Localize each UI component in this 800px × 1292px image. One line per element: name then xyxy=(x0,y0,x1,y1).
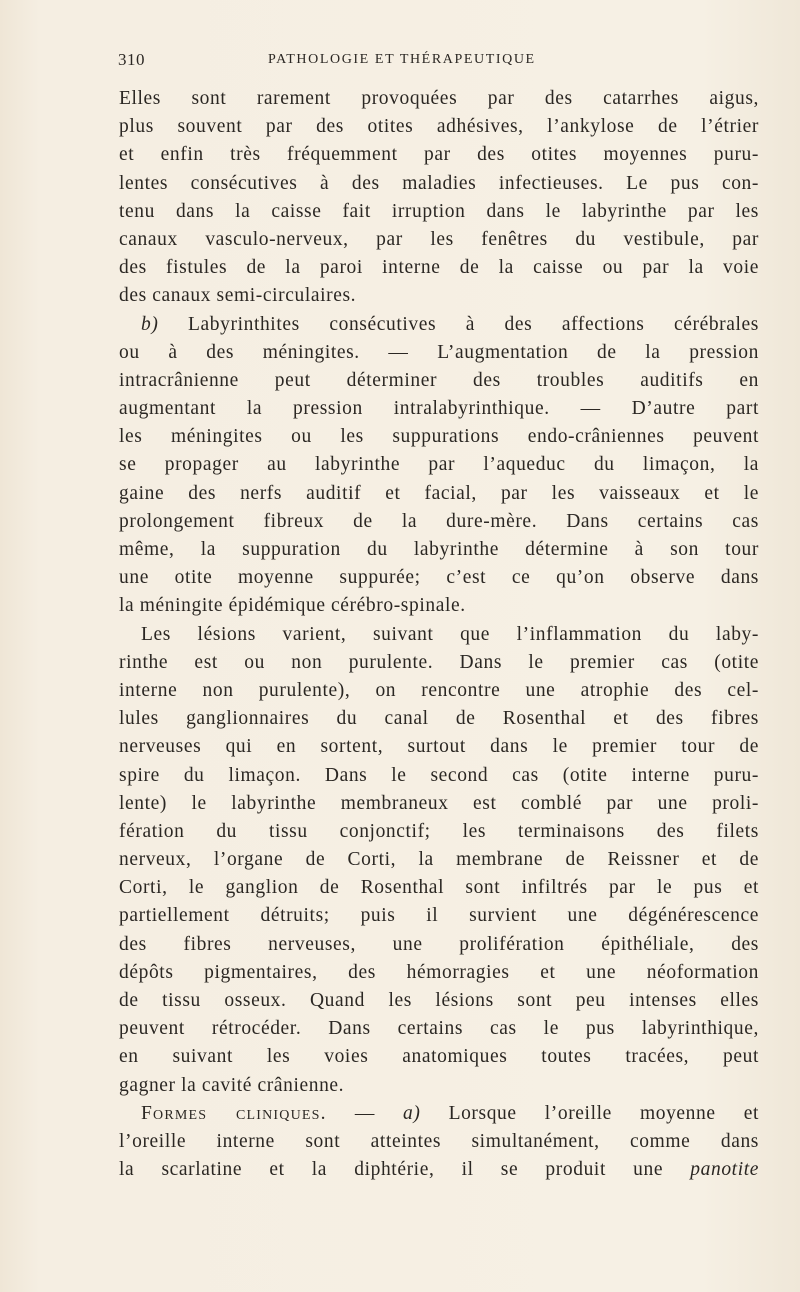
text-line: gaine des nerfs auditif et facial, par les vaisseaux et le xyxy=(119,482,759,504)
text-line: ou à des méningites. — L’augmentation de la pression xyxy=(119,341,759,363)
page-number: 310 xyxy=(118,50,145,69)
text-line: de tissu osseux. Quand les lésions sont peu intenses elles xyxy=(119,990,759,1011)
text-line: peuvent rétrocéder. Dans certains cas le pus labyrinthique, xyxy=(119,1018,759,1040)
text-line: Lorsque l’oreille moyenne et xyxy=(448,1102,759,1124)
running-title: PATHOLOGIE ET THÉRAPEUTIQUE xyxy=(268,52,536,67)
list-marker-b: b) xyxy=(141,313,159,335)
body-text xyxy=(119,85,759,1184)
text-line: Elles sont rarement provoquées par des catarrhes aigus, xyxy=(119,88,759,109)
text-line: plus souvent par des otites adhésives, l’ankylose de l’étrier xyxy=(119,116,759,138)
text-line: Les lésions varient, suivant que l’inflammation du laby- xyxy=(141,623,759,645)
text-line: lentes consécutives à des maladies infectieuses. Le pus con- xyxy=(119,172,759,194)
em-dash: — xyxy=(354,1102,404,1124)
text-line: lente) le labyrinthe membraneux est comblé par une proli- xyxy=(119,792,759,814)
text-line: rinthe est ou non purulente. Dans le premier cas (otite xyxy=(119,651,759,673)
last-text-line xyxy=(119,1156,759,1184)
text-line: gagner la cavité crânienne. xyxy=(119,1074,345,1096)
text-line: en suivant les voies anatomiques toutes tracées, peut xyxy=(119,1046,759,1068)
text-line: canaux vasculo-nerveux, par les fenêtres du vestibule, par xyxy=(119,228,759,250)
text-line: des fistules de la paroi interne de la caisse ou par la voie xyxy=(119,257,759,279)
text-line: une otite moyenne suppurée; c’est ce qu’on observe dans xyxy=(119,567,759,589)
text-line: interne non purulente), on rencontre une atrophie des cel- xyxy=(119,679,759,701)
text-line: se propager au labyrinthe par l’aqueduc du limaçon, la xyxy=(119,454,759,476)
text-line: Labyrinthites consécutives à des affections cérébrales xyxy=(188,313,759,335)
text-line: les méningites ou les suppurations endo-crâniennes peuvent xyxy=(119,426,759,448)
text-line: des fibres nerveuses, une prolifération épithéliale, des xyxy=(119,933,759,955)
text-line: fération du tissu conjonctif; les terminaisons des filets xyxy=(119,820,759,842)
text-line: l’oreille interne sont atteintes simultanément, comme dans xyxy=(119,1130,759,1152)
text-line: spire du limaçon. Dans le second cas (otite interne puru- xyxy=(119,764,759,786)
text-line: la scarlatine et la diphtérie, il se produit une xyxy=(119,1159,691,1181)
page-header xyxy=(118,50,673,74)
text-line: nerveux, l’organe de Corti, la membrane de Reissner et de xyxy=(119,849,759,871)
paragraph-b-first-line xyxy=(119,311,759,339)
text-line: prolongement fibreux de la dure-mère. Dans certains cas xyxy=(119,510,759,532)
italic-term: panotite xyxy=(690,1159,759,1181)
section-heading: Formes cliniques. xyxy=(141,1102,327,1124)
text-line: même, la suppuration du labyrinthe détermine à son tour xyxy=(119,539,759,560)
text-line: nerveuses qui en sortent, surtout dans le premier tour de xyxy=(119,736,759,758)
text-line: et enfin très fréquemment par des otites moyennes puru- xyxy=(119,144,759,166)
text-line: intracrânienne peut déterminer des troubles auditifs en xyxy=(119,369,759,391)
text-line: des canaux semi-circulaires. xyxy=(119,285,357,307)
formes-cliniques-first-line xyxy=(119,1100,759,1128)
text-line: augmentant la pression intralabyrinthique. — D’autre part xyxy=(119,398,759,420)
text-line: tenu dans la caisse fait irruption dans le labyrinthe par les xyxy=(119,200,759,222)
list-marker-a: a) xyxy=(403,1102,421,1124)
text-line: la méningite épidémique cérébro-spinale. xyxy=(119,595,466,617)
text-line: lules ganglionnaires du canal de Rosenthal et des fibres xyxy=(119,708,759,730)
text-line: Corti, le ganglion de Rosenthal sont infiltrés par le pus et xyxy=(119,877,759,899)
text-line: dépôts pigmentaires, des hémorragies et une néoformation xyxy=(119,961,759,983)
text-line: partiellement détruits; puis il survient une dégénérescence xyxy=(119,905,759,927)
